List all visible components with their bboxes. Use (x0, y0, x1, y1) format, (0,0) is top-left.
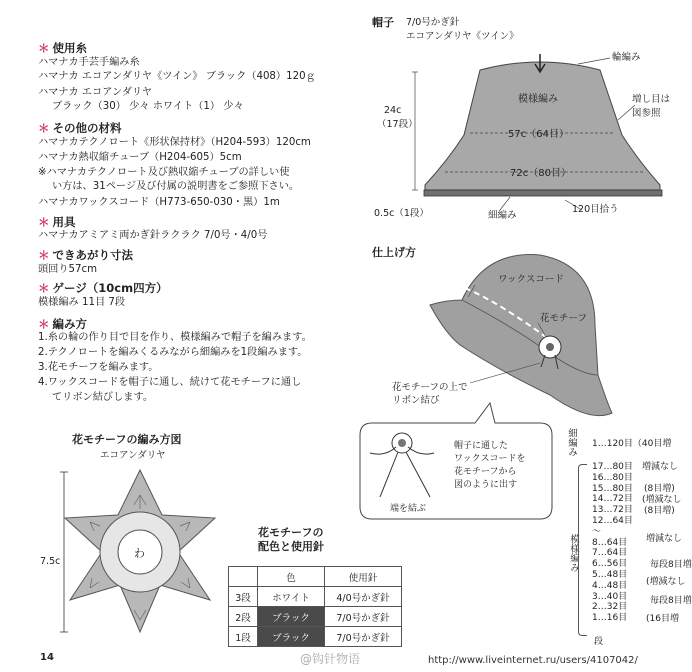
method-step: 1.糸の輪の作り目で目を作り、模様編みで帽子を編みます。 (38, 332, 312, 343)
row-count: 4…48目 (592, 580, 628, 591)
method-title: ＊ 編み方 (38, 317, 87, 331)
asterisk-icon: ＊ (38, 248, 50, 262)
row-note: (8目増) (644, 506, 675, 516)
top-row-count: 1…120目（40目増 (592, 439, 672, 449)
row-note: 毎段8目増 (650, 560, 692, 570)
row-count: 8…64目 (592, 537, 628, 548)
other-line: ハマナカ熱収縮チューブ（H204-605）5cm (38, 152, 242, 163)
color-table-cell: 7/0号かぎ針 (325, 627, 402, 647)
row-count: 3…40目 (592, 591, 628, 602)
brim-label: 0.5c（1段） (374, 208, 429, 219)
row-note: (増減なし (642, 495, 682, 505)
row-note: (増減なし (646, 577, 686, 587)
color-table-header: 使用針 (325, 567, 402, 587)
height-label: 24c (384, 105, 402, 116)
bubble-text: 図のように出す (454, 480, 518, 490)
row-note: (16目増 (646, 614, 679, 624)
color-table-cell: ブラック (258, 627, 325, 647)
color-table-cell: 1段 (229, 627, 258, 647)
color-table-cell: 7/0号かぎ針 (325, 607, 402, 627)
other-materials-title: ＊ その他の材料 (38, 121, 122, 135)
pattern-label: 模様編み (518, 94, 558, 105)
other-line: ハマナカテクノロート《形状保持材》（H204-593）120cm (38, 137, 311, 148)
gauge-line: 模様編み 11目 7段 (38, 297, 126, 308)
row-count-list (592, 462, 633, 624)
pattern-tag: 模様編み (568, 534, 579, 572)
other-line: ハマナカワックスコード（H773-650-030・黒）1m (38, 197, 280, 208)
ribbon-label: リボン結び (392, 395, 440, 406)
color-table-cell: ブラック (258, 607, 325, 627)
tools-title: ＊ 用具 (38, 215, 76, 229)
row-count: 7…64目 (592, 548, 628, 559)
asterisk-icon: ＊ (38, 121, 50, 135)
method-step: 3.花モチーフを編みます。 (38, 362, 159, 373)
increase-label: 増し目は (632, 94, 671, 105)
row-count: 12…64目 (592, 515, 633, 526)
motif-subtitle: エコアンダリヤ (100, 450, 166, 461)
color-table-cell: 2段 (229, 607, 258, 627)
ribbon-label: 花モチーフの上で (392, 382, 468, 393)
source-url[interactable]: http://www.liveinternet.ru/users/4107042/ (428, 655, 638, 666)
bottom-width-label: 72c（80目） (510, 168, 571, 179)
hat-subtitle: エコアンダリヤ《ツイン》 (406, 31, 519, 42)
bubble-text: ワックスコードを (454, 454, 526, 464)
knot-label: 端を結ぶ (390, 504, 427, 514)
watermark: @钩针物语 (300, 652, 361, 666)
yarn-line: ハマナカ エコアンダリヤ《ツイン》 ブラック（408）120ｇ (38, 71, 316, 82)
row-note: (8目増) (644, 484, 675, 494)
row-count: 17…80目 (592, 462, 633, 472)
color-table (228, 566, 402, 647)
color-table-header (229, 567, 258, 587)
asterisk-icon: ＊ (38, 215, 50, 229)
motif-size-label: 7.5c (40, 556, 61, 567)
color-table-header: 色 (258, 567, 325, 587)
other-line: ※ハマナカテクノロート及び熱収縮チューブの詳しい使 (38, 167, 290, 178)
color-table-cell: 3段 (229, 587, 258, 607)
page-number: 14 (40, 652, 54, 663)
row-count: 6…56目 (592, 559, 628, 570)
motif-title: 花モチーフの編み方図 (72, 433, 182, 446)
wax-cord-label: ワックスコード (498, 274, 564, 285)
color-table-title: 花モチーフの 配色と使用針 (258, 526, 324, 553)
sc-tag: 細編み (566, 428, 577, 457)
row-note: 増減なし (646, 534, 683, 544)
sc-label: 細編み (488, 210, 517, 221)
asterisk-icon: ＊ (38, 281, 50, 295)
yarn-title: ＊ 使用糸 (38, 41, 87, 55)
row-count: 2…32目 (592, 602, 628, 613)
method-step: 4.ワックスコードを帽子に通し、続けて花モチーフに通し (38, 377, 302, 388)
color-table-cell: ホワイト (258, 587, 325, 607)
size-line: 頭回り57cm (38, 264, 98, 275)
yarn-line: ブラック（30） 少々 ホワイト（1） 少々 (52, 101, 244, 112)
hat-subtitle: 7/0号かぎ針 (406, 17, 460, 28)
row-count: 15…80目 (592, 483, 633, 494)
gauge-title: ＊ ゲージ（10cm四方） (38, 281, 168, 295)
hat-pattern-diagram (360, 40, 683, 230)
yarn-line: ハマナカ手芸手編み糸 (38, 57, 140, 68)
method-step: てリボン結びします。 (52, 392, 154, 403)
asterisk-icon: ＊ (38, 41, 50, 55)
bubble-text: 花モチーフから (454, 467, 517, 477)
row-count: 14…72目 (592, 494, 633, 505)
row-count: ～ (592, 526, 602, 537)
bracket (578, 464, 587, 636)
asterisk-icon: ＊ (38, 317, 50, 331)
height-rows-label: （17段） (377, 119, 418, 130)
increase-label: 図参照 (632, 108, 661, 119)
size-title: ＊ できあがり寸法 (38, 248, 133, 262)
detail-bubble (350, 395, 560, 525)
flower-motif-label: 花モチーフ (540, 313, 588, 324)
yarn-line: ハマナカ エコアンダリヤ (38, 87, 153, 98)
row-note: 毎段8目増 (650, 596, 692, 606)
row-count: 13…72目 (592, 505, 633, 516)
color-table-cell: 4/0号かぎ針 (325, 587, 402, 607)
bubble-text: 帽子に通した (454, 441, 509, 451)
rows-footer: 段 (594, 637, 604, 647)
row-count: 5…48目 (592, 569, 628, 580)
hat-brim-band (424, 190, 662, 196)
finish-title: 仕上げ方 (372, 246, 416, 259)
motif-center-label: わ (134, 547, 145, 560)
pickup-label: 120目拾う (572, 204, 619, 215)
row-count: 1…16目 (592, 613, 628, 624)
other-line: い方は、31ページ及び付属の説明書をご参照下さい。 (52, 181, 300, 192)
hat-title: 帽子 (372, 16, 394, 29)
ring-label: 輪編み (612, 52, 641, 63)
method-step: 2.テクノロートを編みくるみながら細編みを1段編みます。 (38, 347, 308, 358)
tools-line: ハマナカアミアミ両かぎ針ラクラク 7/0号・4/0号 (38, 230, 268, 241)
row-count: 16…80目 (592, 472, 633, 483)
mid-width-label: 57c（64目） (508, 129, 569, 140)
motif-chart (60, 460, 230, 650)
row-note: 増減なし (642, 462, 679, 472)
